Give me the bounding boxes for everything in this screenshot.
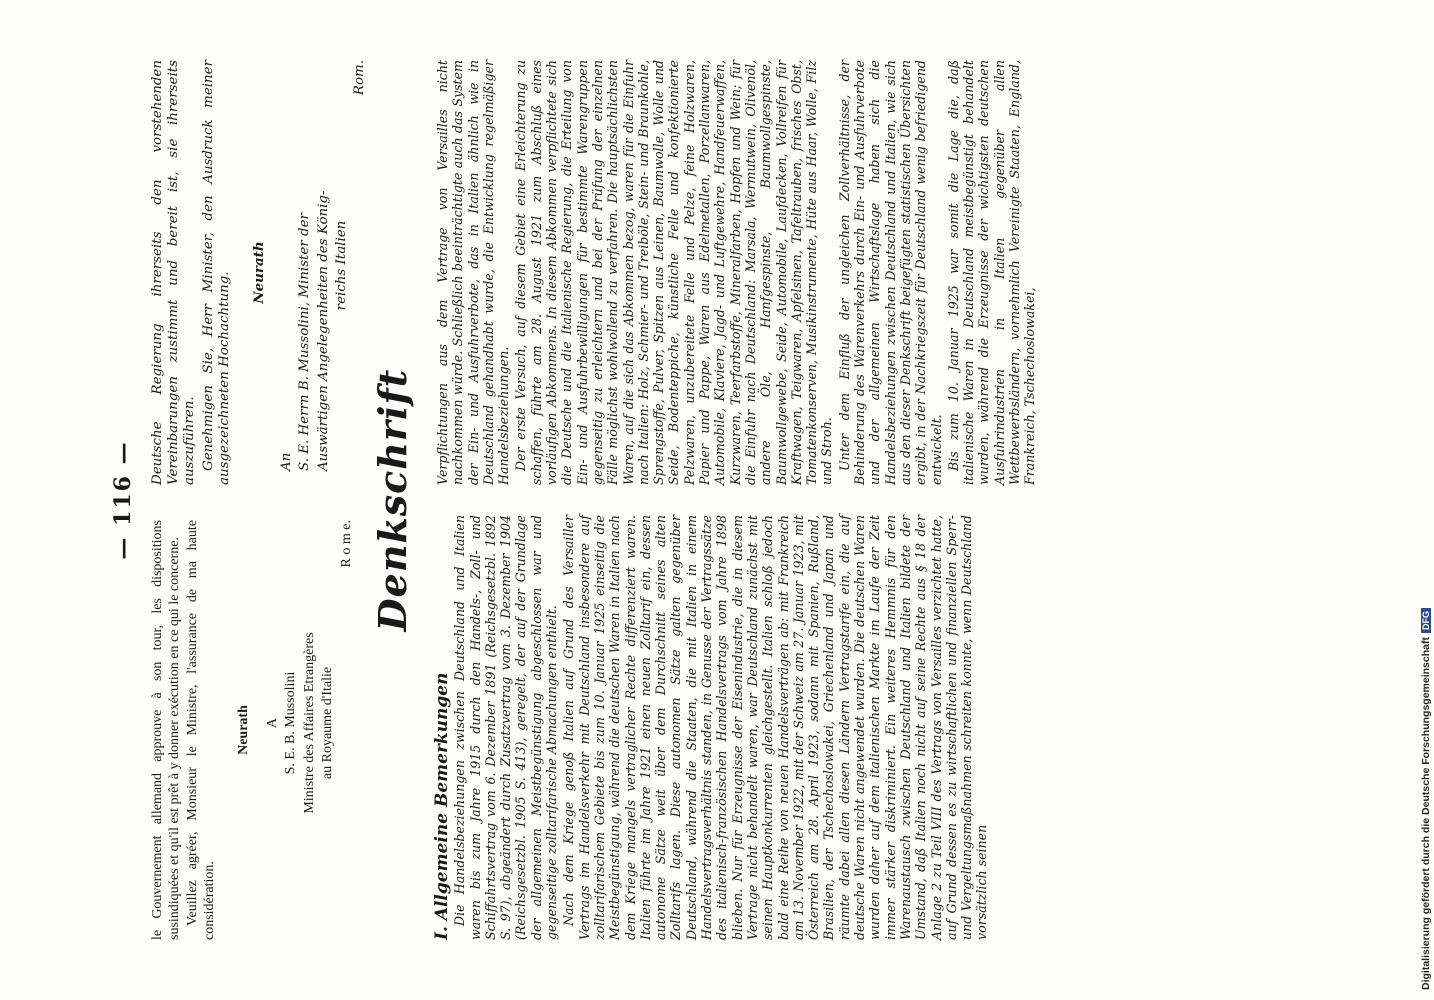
german-addressee-line3: reichs Italien (333, 220, 349, 311)
german-paragraph-2: Genehmigen Sie, Herr Minister, den Ausdruck meiner ausgezeichneten Hochachtung. (200, 60, 232, 485)
right-body-paragraph-4: Bis zum 10. Januar 1925 war somit die Lage die, daß italienische Waren in Deutschland meistbegünstigt behandelt wurden, während die Erzeugnisse der wichtigsten deutschen Ausfuhrindustrien in Italien gegenüber allen Wettbewerbsländern, vornehmlich Vereinigte Staaten, England, Frankreich, Tschechoslowakei, (945, 60, 1038, 485)
german-letter-block (150, 60, 370, 485)
german-addressee-an: An (279, 452, 295, 471)
french-letter-block (150, 520, 357, 940)
right-body-column (435, 60, 1040, 485)
right-body-paragraph-2: Der erste Versuch, auf diesem Gebiet eine Erleichterung zu schaffen, führte am 28. August 1921 zum Abschluß eines vorläufigen Abkommens. In diesem Abkommen verpflichtete sich die Deutsche und die Italienische Regierung, die Erteilung von Ein- und Ausfuhrbewilligungen für bestimmte Warengruppen gegenseitig zu erleichtern und bei der Prüfung der einzelnen Fälle möglichst wohlwollend zu verfahren. Die hauptsächlichsten Waren, auf die sich das Abkommen bezog, waren für die Einfuhr nach Italien: Holz, Schmier- und Treiböle, Stein- und Braunkohle, Sprengstoffe, Pulver, Spitzen aus Leinen, Baumwolle, Wolle und Seide, Bodenteppiche, künstliche Felle und konfektionierte Pelzwaren, unzubereitete Felle und Pelze, feine Holzwaren, Papier und Pappe, Waren aus Edelmetallen, Porzellanwaren, Automobile, Klaviere, Jagd- und Luftgewehre, Handfeuerwaffen, Kurzwaren, Teerfarbstoffe, Mineralfarben, Hopfen und Wein; für die Einfuhr nach Deutschland: Marsala, Wermutwein, Olivenöl, andere Öle, Hanfgespinste, Baumwollgespinste, Baumwollgewebe, Seide, Automobile, Laufdecken, Vollreifen für Kraftwagen, Teigwaren, Apfelsinen, Tafeltrauben, frisches Obst, Tomatenkonserven, Musikinstrumente, Hüte aus Haar, Wolle, Filz und Stroh. (513, 60, 835, 485)
french-signature: Neurath (236, 705, 251, 755)
french-addressee-a: A (264, 717, 280, 729)
page-number: — 116 — (110, 440, 136, 560)
french-addressee-line1: S. E. B. Mussolini (283, 671, 298, 775)
digitization-note (1420, 608, 1432, 990)
german-paragraph-1: Deutsche Regierung ihrerseits den vorstehenden Vereinbarungen zustimmt und bereit ist, sie ihrerseits auszuführen. (150, 60, 198, 485)
french-paragraph-1: le Gouvernement allemand approuve à son tour, les dispositions susindiquées et qu'il est prêt à y donner exécution en ce qui le concerne. (150, 520, 182, 940)
left-body-column (432, 515, 992, 940)
french-paragraph-2: Veuillez agréer, Monsieur le Ministre, l'assurance de ma haute considération. (185, 520, 217, 940)
left-body-paragraph-1: Die Handelsbeziehungen zwischen Deutschland und Italien waren bis zum Jahre 1915 durch den Handels-, Zoll- und Schiffahrtsvertrag vom 6. Dezember 1891 (Reichsgesetzbl. 1892 S. 97), abgeändert durch Zusatzvertrag vom 3. Dezember 1904 (Reichsgesetzbl. 1905 S. 413), geregelt, der auf der Grundlage der allgemeinen Meistbegünstigung abgeschlossen war und gegenseitige zolltarifarische Abmachungen enthielt. (452, 515, 560, 940)
german-addressee-line2: Auswärtigen Angelegenheiten des König- (315, 190, 331, 471)
french-addressee-city: R o m e. (338, 520, 354, 568)
right-body-paragraph-3: Unter dem Einfluß der ungleichen Zollverhältnisse, der Behinderung des Warenverkehrs durch Ein- und Ausfuhrverbote und der allgemeinen Wirtschaftslage haben sich die Handelsbeziehungen zwischen Deutschland und Italien, wie sich aus den dieser Denkschrift beigefügten statistischen Übersichten ergibt, in der Nachkriegszeit für Deutschland wenig befriedigend entwickelt. (836, 60, 944, 485)
rotated-page-content (100, 60, 1400, 940)
right-body-paragraph-1: Verpflichtungen aus dem Vertrage von Versailles nicht nachkommen würde. Schließlich beeinträchtigte auch das System der Ein- und Ausfuhrverbote, das in Italien ähnlich wie in Deutschland gehandhabt wurde, die Entwicklung regelmäßiger Handelsbeziehungen. (435, 60, 512, 485)
french-addressee-line3: au Royaume d'Italie (320, 666, 335, 780)
french-addressee-line2: Ministre des Affaires Etrangères (301, 632, 317, 814)
dfg-logo: DFG (1421, 608, 1431, 633)
section-title: I. Allgemeine Bemerkungen (432, 672, 452, 940)
left-body-paragraph-2: Nach dem Kriege genoß Italien auf Grund des Versailler Vertrags im Handelsverkehr mit Deutschland insbesondere auf zolltarifarischem Gebiete bis zum 10. Januar 1925 einseitig die Meistbegünstigung, während die deutschen Waren in Italien nach dem Kriege mangels vertraglicher Rechte differenziert waren. Italien führte im Jahre 1921 einen neuen Zolltarif ein, dessen autonome Sätze weit über dem Durchschnitt seines alten Zolltarifs lagen. Diese autonomen Sätze galten gegenüber Deutschland, während die Staaten, die mit Italien in einem Handelsvertragsverhältnis standen, in Genusse der Vertragssätze des italienisch-französischen Handelsvertrags vom Jahre 1898 blieben. Nur für Erzeugnisse der Eisenindustrie, die in diesem Vertrage nicht behandelt waren, war Deutschland zunächst mit seinen Hauptkonkurrenten gleichgestellt. Italien schloß jedoch bald eine Reihe von neuen Handelsverträgen ab: mit Frankreich am 13. November 1922, mit der Schweiz am 27. Januar 1923, mit Österreich am 28. April 1923, sodann mit Spanien, Rußland, Brasilien, der Tschechoslowakei, Griechenland und Japan und räumte dabei allen diesen Ländern Vertragstarife ein, die auf deutsche Waren nicht angewendet wurden. Die deutschen Waren wurden daher auf dem italienischen Markte im Laufe der Zeit immer stärker diskriminiert. Ein weiteres Hemmnis für den Warenaustausch zwischen Deutschland und Italien bildete der Umstand, daß Italien noch nicht auf seine Rechte aus § 18 der Anlage 2 zu Teil VIII des Vertrags von Versailles verzichtet hatte, auf Grund dessen es zu wirtschaftlichen und finanziellen Sperr- und Vergeltungsmaßnahmen schreiten konnte, wenn Deutschland vorsätzlich seinen (561, 515, 990, 940)
german-signature: Neurath (251, 241, 268, 304)
german-addressee-line1: S. E. Herrn B. Mussolini, Minister der (297, 213, 313, 471)
german-addressee-city: Rom. (352, 60, 368, 96)
digitization-note-text: Digitalisierung gefördert durch die Deutsche Forschungsgemeinschaft (1420, 637, 1432, 990)
document-heading: Denkschrift (370, 368, 415, 632)
